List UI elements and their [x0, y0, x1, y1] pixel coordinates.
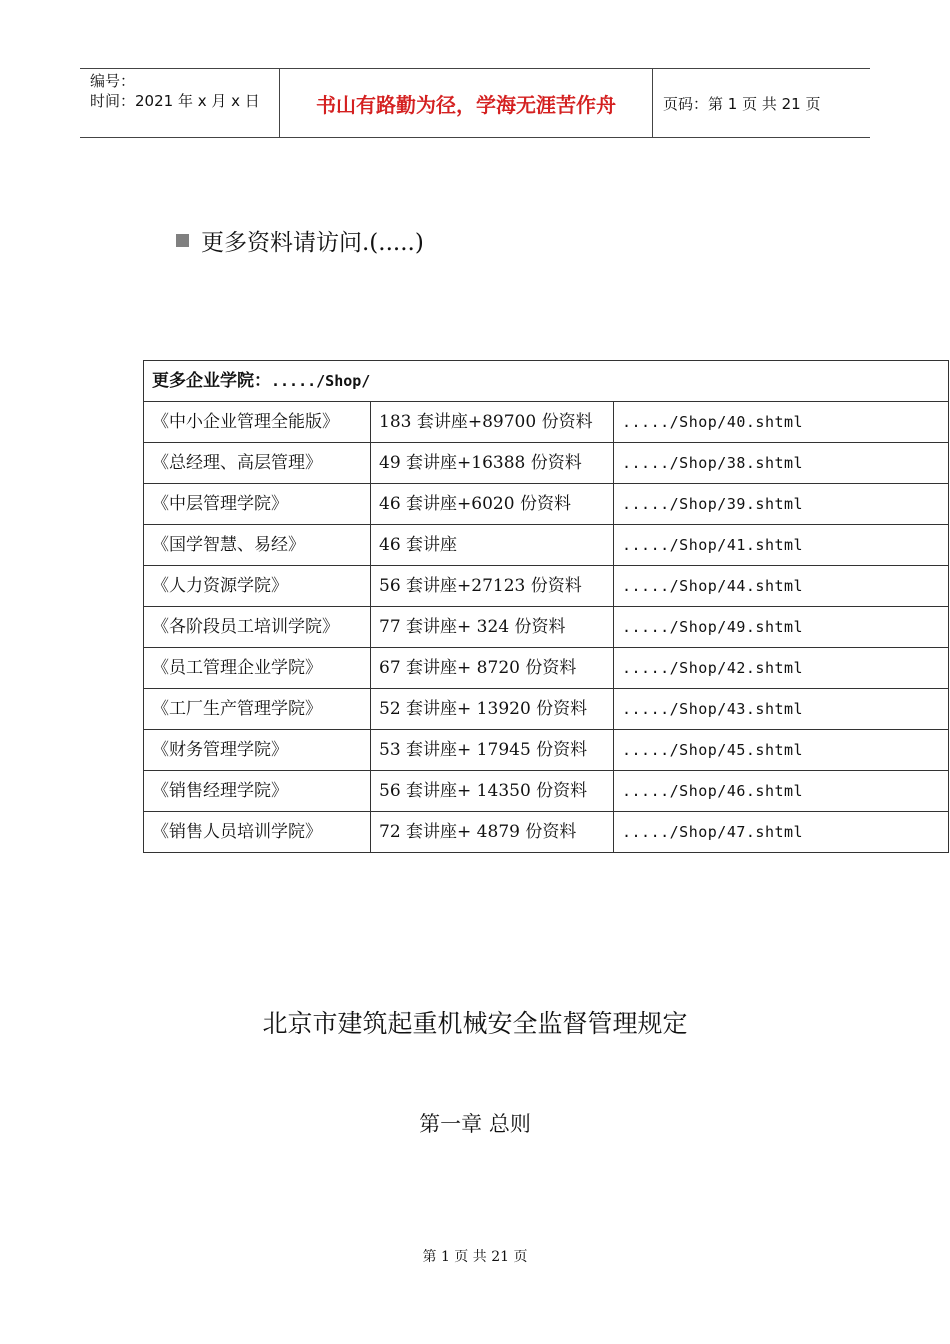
- table-row: [144, 525, 949, 566]
- table-header-label: 更多企业学院：: [152, 371, 271, 391]
- header-page-label: 页码：第 1 页 共 21 页: [663, 94, 821, 113]
- square-bullet-icon: [176, 234, 189, 247]
- table-row: [144, 689, 949, 730]
- academy-content-cell: 183 套讲座+89700 份资料: [371, 402, 614, 443]
- table-row: [144, 484, 949, 525]
- header-meta: [80, 69, 280, 137]
- academy-link-cell[interactable]: ...../Shop/43.shtml: [614, 689, 949, 730]
- academy-link-cell[interactable]: ...../Shop/41.shtml: [614, 525, 949, 566]
- academy-link-cell[interactable]: ...../Shop/49.shtml: [614, 607, 949, 648]
- table-header-row: [144, 361, 949, 402]
- table-row: [144, 730, 949, 771]
- table-row: [144, 402, 949, 443]
- academy-name-cell: 《工厂生产管理学院》: [144, 689, 371, 730]
- academy-name-cell: 《财务管理学院》: [144, 730, 371, 771]
- table-row: [144, 566, 949, 607]
- number-label: 编号：: [90, 72, 136, 90]
- academy-link-cell[interactable]: ...../Shop/39.shtml: [614, 484, 949, 525]
- academy-link-cell[interactable]: ...../Shop/40.shtml: [614, 402, 949, 443]
- academy-content-cell: 72 套讲座+ 4879 份资料: [371, 812, 614, 853]
- more-info-text: 更多资料请访问.(.....): [201, 230, 424, 256]
- more-info-line: [176, 224, 424, 257]
- academy-content-cell: 53 套讲座+ 17945 份资料: [371, 730, 614, 771]
- academy-name-cell: 《总经理、高层管理》: [144, 443, 371, 484]
- table-row: [144, 607, 949, 648]
- table-row: [144, 443, 949, 484]
- academy-name-cell: 《各阶段员工培训学院》: [144, 607, 371, 648]
- academy-name-cell: 《销售经理学院》: [144, 771, 371, 812]
- academy-link-cell[interactable]: ...../Shop/38.shtml: [614, 443, 949, 484]
- academy-name-cell: 《人力资源学院》: [144, 566, 371, 607]
- academy-content-cell: 52 套讲座+ 13920 份资料: [371, 689, 614, 730]
- academy-name-cell: 《员工管理企业学院》: [144, 648, 371, 689]
- table-header-link[interactable]: ...../Shop/: [271, 372, 371, 390]
- academy-link-cell[interactable]: ...../Shop/45.shtml: [614, 730, 949, 771]
- table-row: [144, 812, 949, 853]
- academy-content-cell: 56 套讲座+27123 份资料: [371, 566, 614, 607]
- academy-name-cell: 《中层管理学院》: [144, 484, 371, 525]
- academy-name-cell: 《国学智慧、易经》: [144, 525, 371, 566]
- page-header: [80, 68, 870, 138]
- academy-links-table: [143, 360, 949, 853]
- academy-name-cell: 《销售人员培训学院》: [144, 812, 371, 853]
- academy-content-cell: 46 套讲座: [371, 525, 614, 566]
- document-title: 北京市建筑起重机械安全监督管理规定: [262, 1009, 688, 1038]
- academy-content-cell: 46 套讲座+6020 份资料: [371, 484, 614, 525]
- academy-content-cell: 77 套讲座+ 324 份资料: [371, 607, 614, 648]
- academy-content-cell: 67 套讲座+ 8720 份资料: [371, 648, 614, 689]
- academy-content-cell: 49 套讲座+16388 份资料: [371, 443, 614, 484]
- chapter-heading: 第一章 总则: [419, 1112, 531, 1136]
- table-row: [144, 771, 949, 812]
- table-row: [144, 648, 949, 689]
- time-label: 时间：2021 年 x 月 x 日: [90, 92, 260, 110]
- academy-name-cell: 《中小企业管理全能版》: [144, 402, 371, 443]
- header-motto: 书山有路勤为径，学海无涯苦作舟: [280, 69, 653, 137]
- academy-link-cell[interactable]: ...../Shop/46.shtml: [614, 771, 949, 812]
- academy-link-cell[interactable]: ...../Shop/44.shtml: [614, 566, 949, 607]
- academy-link-cell[interactable]: ...../Shop/47.shtml: [614, 812, 949, 853]
- table-header-cell: [144, 361, 949, 402]
- page-footer: 第 1 页 共 21 页: [422, 1249, 528, 1265]
- academy-content-cell: 56 套讲座+ 14350 份资料: [371, 771, 614, 812]
- academy-link-cell[interactable]: ...../Shop/42.shtml: [614, 648, 949, 689]
